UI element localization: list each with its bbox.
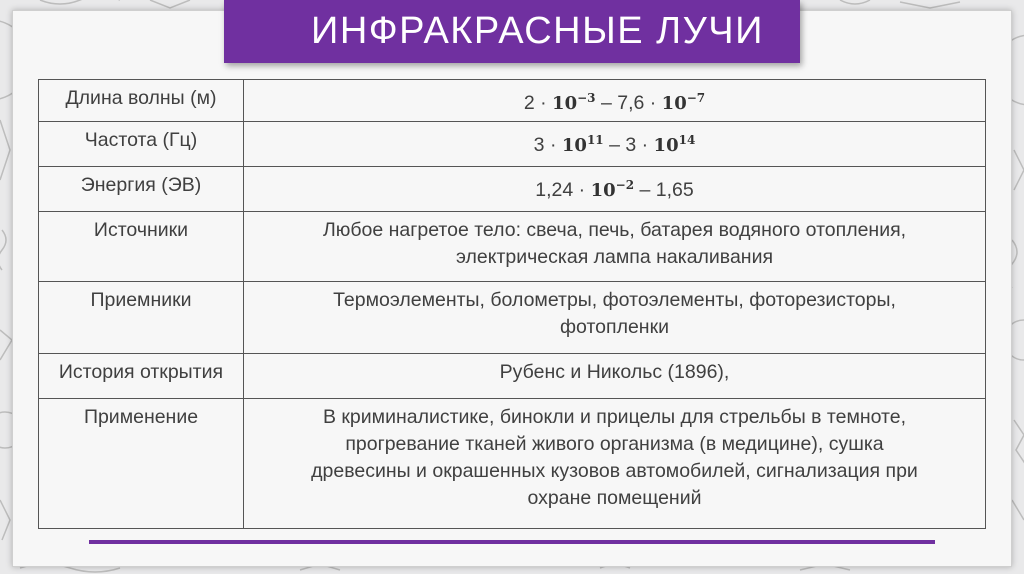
row-label: Приемники bbox=[39, 282, 244, 354]
row-label: Источники bbox=[39, 212, 244, 282]
row-value: Рубенс и Никольс (1896), bbox=[244, 354, 986, 399]
table-row bbox=[39, 399, 986, 529]
row-label: Длина волны (м) bbox=[39, 80, 244, 122]
slide-title: ИНФРАКРАСНЫЕ ЛУЧИ bbox=[311, 10, 764, 52]
table-row bbox=[39, 212, 986, 282]
row-label: Применение bbox=[39, 399, 244, 529]
table-row bbox=[39, 354, 986, 399]
row-label: Энергия (ЭВ) bbox=[39, 167, 244, 212]
info-table bbox=[38, 79, 986, 529]
row-value: $2 \cdot 10^{-3} - 7,6 \cdot 10^{-7}$ bbox=[244, 80, 986, 122]
table-row bbox=[39, 282, 986, 354]
row-value: $3 \cdot 10^{11} - 3 \cdot 10^{14}$ bbox=[244, 122, 986, 167]
row-label: История открытия bbox=[39, 354, 244, 399]
row-value: Любое нагретое тело: свеча, печь, батарея водяного отопления, электрическая лампа накаливания bbox=[244, 212, 986, 282]
row-value: В криминалистике, бинокли и прицелы для стрельбы в темноте, прогревание тканей живого организма (в медицине), сушка древесины и окрашенных кузовов автомобилей, сигнализация при охране помещений bbox=[244, 399, 986, 529]
row-value: $1,24 \cdot 10^{-2} - 1,65$ bbox=[244, 167, 986, 212]
table-row bbox=[39, 167, 986, 212]
table-row bbox=[39, 80, 986, 122]
row-label: Частота (Гц) bbox=[39, 122, 244, 167]
bottom-accent-line bbox=[89, 540, 935, 544]
row-value: Термоэлементы, болометры, фотоэлементы, фоторезисторы, фотопленки bbox=[244, 282, 986, 354]
table-row bbox=[39, 122, 986, 167]
